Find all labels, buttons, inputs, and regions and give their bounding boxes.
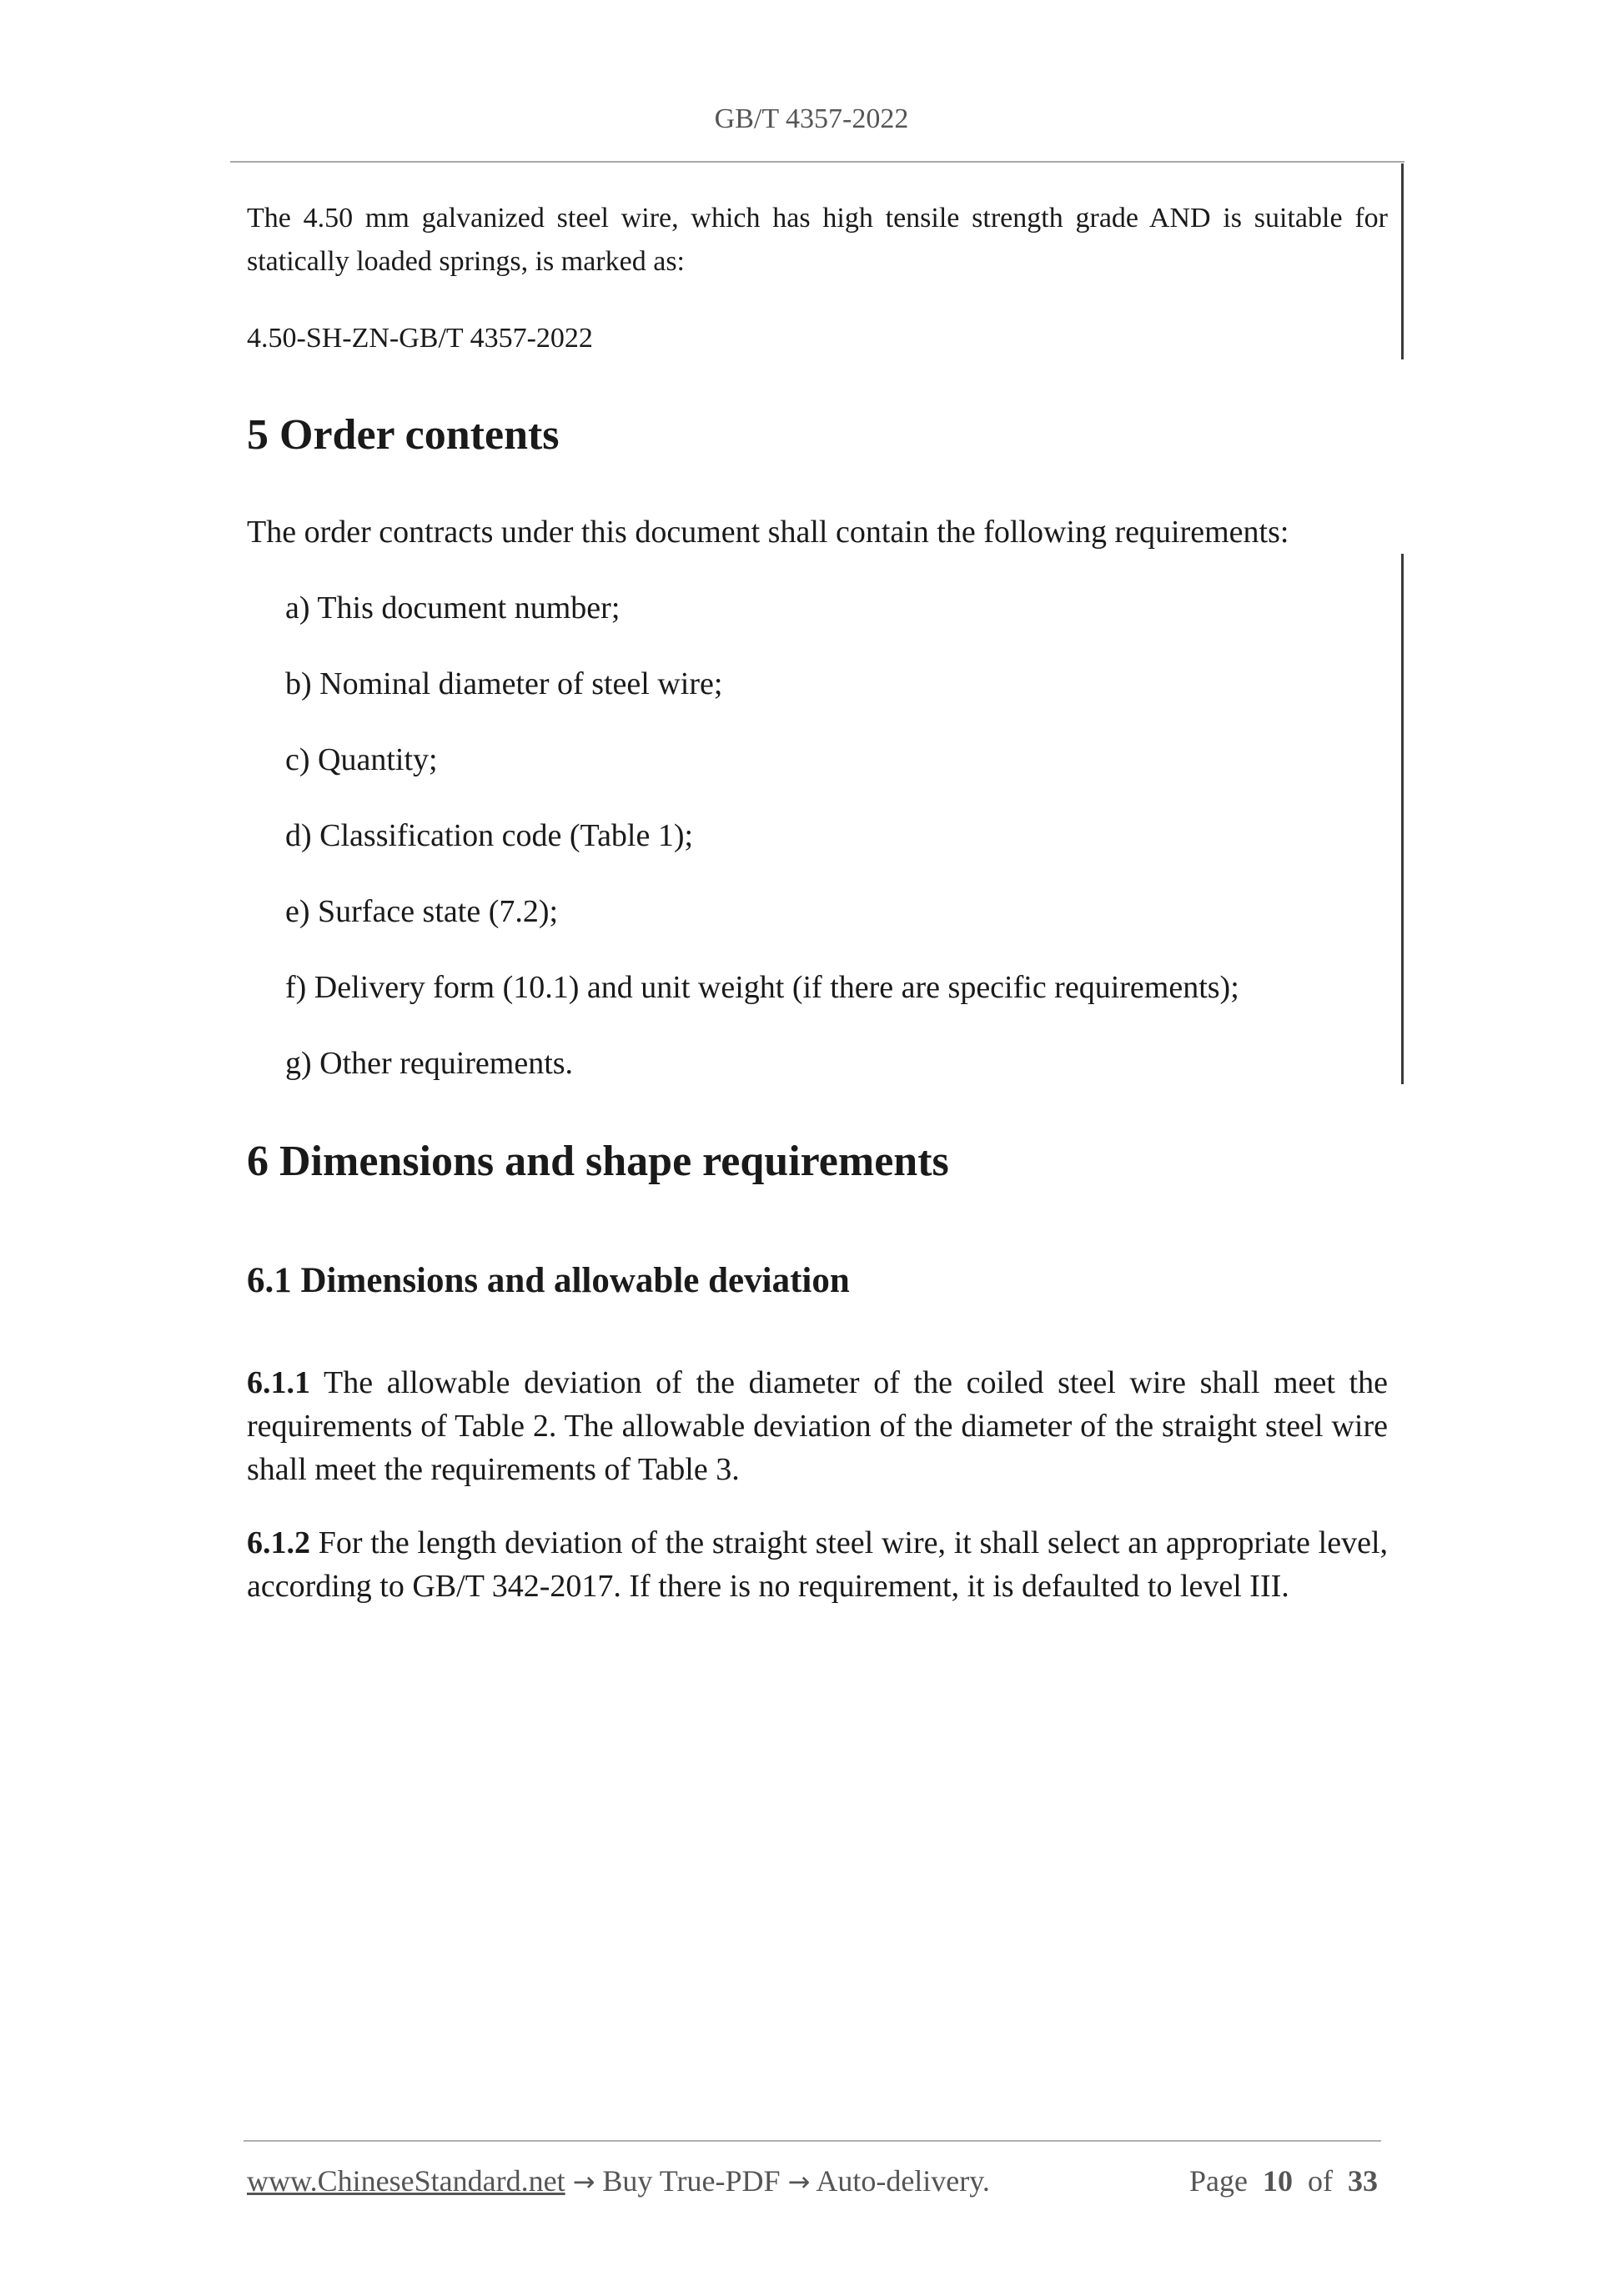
page-current: 10 [1263,2164,1293,2198]
section-6-1-heading: 6.1 Dimensions and allowable deviation [247,1261,850,1300]
order-requirement-item: c) Quantity; [285,742,438,777]
section-5-heading: 5 Order contents [247,411,560,459]
order-requirement-item: e) Surface state (7.2); [285,894,559,929]
arrow-right-icon: → [572,2166,595,2198]
clause-number: 6.1.1 [247,1365,310,1400]
clause-number: 6.1.2 [247,1525,310,1560]
website-link[interactable]: www.ChineseStandard.net [247,2164,565,2198]
arrow-right-icon: → [787,2166,811,2198]
auto-delivery-text: Auto-delivery. [816,2164,990,2198]
revision-change-bar [1401,554,1404,1084]
order-requirement-item: b) Nominal diameter of steel wire; [285,666,723,701]
page-total: 33 [1348,2164,1378,2198]
buy-true-pdf-text: Buy True-PDF [602,2164,781,2198]
clause-text: For the length deviation of the straight steel wire, it shall select an appropriate level, according to GB/T 342-2017. If there is no requirement, it is defaulted to level III. [247,1525,1389,1604]
document-code-header: GB/T 4357-2022 [714,103,909,134]
order-requirement-item: d) Classification code (Table 1); [285,818,694,853]
page-footer [247,2160,1378,2203]
section-6-heading: 6 Dimensions and shape requirements [247,1138,949,1185]
marking-paragraph: The 4.50 mm galvanized steel wire, which has high tensile strength grade AND is suitable for statically loaded springs, is marked as: [247,203,1388,277]
order-requirement-item: f) Delivery form (10.1) and unit weight (if there are specific requirements); [285,970,1239,1005]
header-divider [230,161,1404,163]
order-requirement-item: a) This document number; [285,590,621,625]
page-number-block [1189,2160,1378,2202]
clause-6-1-2 [247,1521,1388,1608]
page-label: Page [1189,2164,1248,2198]
clause-text: The allowable deviation of the diameter of the coiled steel wire shall meet the requirements of Table 2. The allowable deviation of the diameter of the straight steel wire shall meet the requirements of Table 3. [247,1365,1388,1487]
revision-change-bar [1401,163,1404,359]
section-5-intro: The order contracts under this document shall contain the following requirements: [247,515,1289,550]
footer-divider [244,2140,1381,2142]
page-of-label: of [1308,2164,1333,2198]
clause-6-1-1 [247,1361,1388,1491]
marking-example: 4.50-SH-ZN-GB/T 4357-2022 [247,323,593,354]
order-requirement-item: g) Other requirements. [285,1046,574,1081]
